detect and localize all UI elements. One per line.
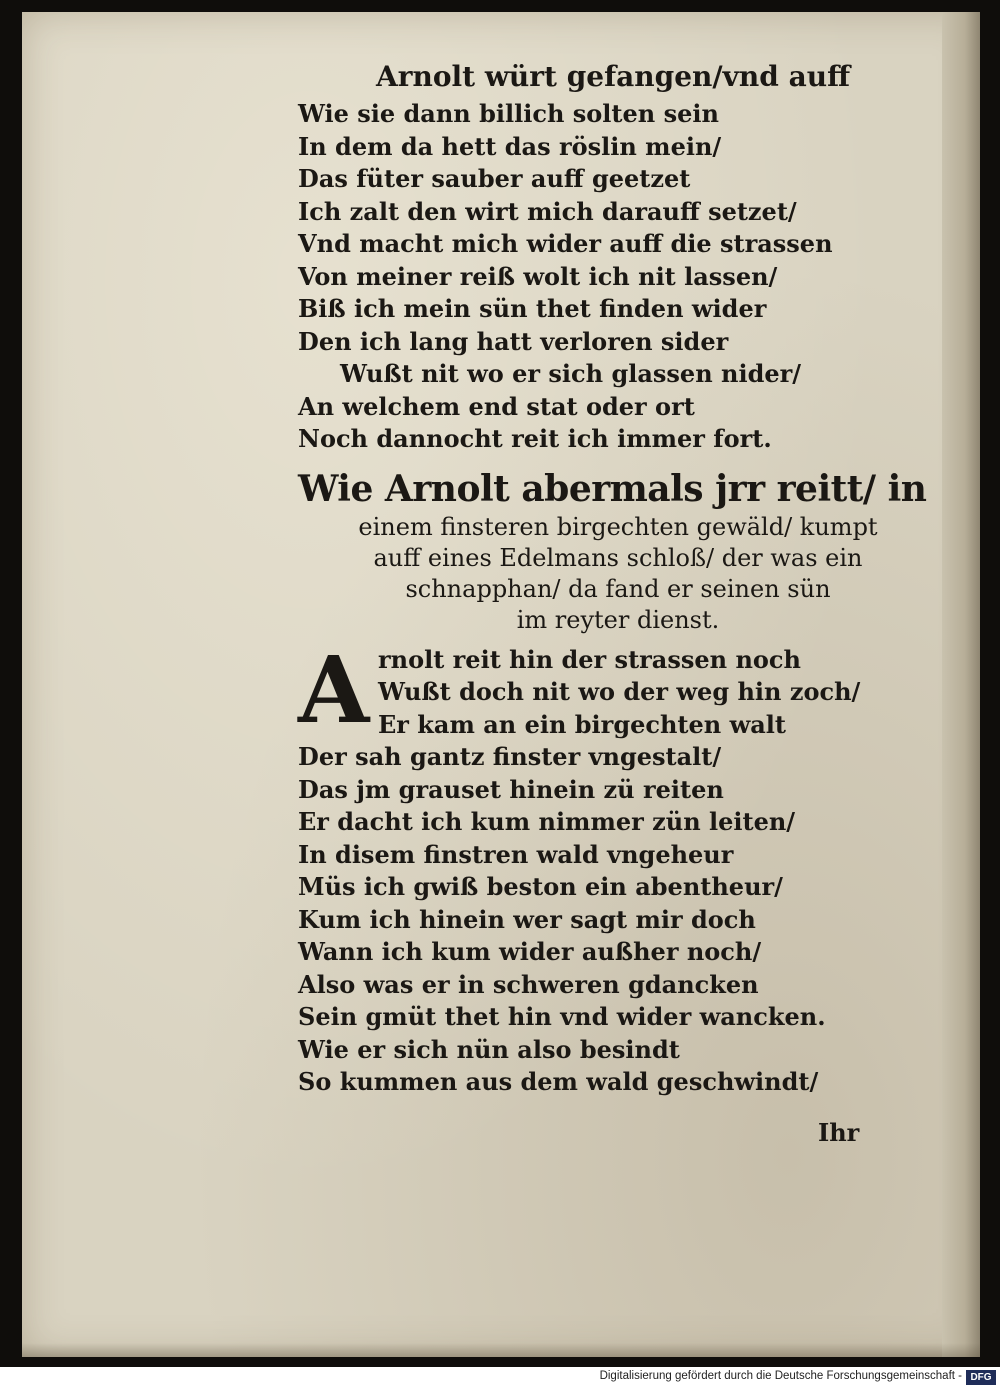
verse-line: In disem finstren wald vngeheur bbox=[298, 839, 734, 869]
page-shadow bbox=[22, 1343, 980, 1357]
verse-line: Das füter sauber auff geetzet bbox=[298, 164, 691, 193]
verse-line: Noch dannocht reit ich immer fort. bbox=[298, 424, 772, 453]
running-head: Arnolt würt gefangen/vnd auff bbox=[376, 60, 851, 93]
verse-line: Von meiner reiß wolt ich nit lassen/ bbox=[298, 261, 778, 291]
verse-line: Ich zalt den wirt mich darauff setzet/ bbox=[298, 196, 797, 226]
decorated-initial: A bbox=[298, 635, 370, 744]
chapter-heading-line: einem finsteren birgechten gewäld/ kumpt bbox=[358, 512, 878, 541]
verse-line: Wußt nit wo er sich glassen nider/ bbox=[340, 359, 802, 388]
credit-footer bbox=[0, 1367, 1000, 1389]
verse-line: Wie sie dann billich solten sein bbox=[298, 99, 719, 128]
verse-line: Müs ich gwiß beston ein abentheur/ bbox=[298, 872, 783, 901]
verse-line: Sein gmüt thet hin vnd wider wancken. bbox=[298, 1002, 826, 1031]
verse-line: Vnd macht mich wider auff die strassen bbox=[298, 229, 833, 258]
verse-line: Er dacht ich kum nimmer zün leiten/ bbox=[298, 807, 796, 836]
verse-line: An welchem end stat oder ort bbox=[298, 391, 695, 421]
chapter-heading-line: schnapphan/ da fand er seinen sün bbox=[405, 574, 831, 603]
verse-line: Biß ich mein sün thet finden wider bbox=[298, 294, 767, 323]
dfg-logo: DFG bbox=[966, 1370, 996, 1385]
verse-line: Das jm grauset hinein zü reiten bbox=[298, 774, 724, 804]
catchword: Ihr bbox=[818, 1118, 860, 1147]
chapter-heading-line: auff eines Edelmans schloß/ der was ein bbox=[373, 543, 863, 572]
verse-line: Also was er in schweren gdancken bbox=[298, 969, 759, 999]
verse-line: Den ich lang hatt verloren sider bbox=[298, 326, 729, 356]
verses-top bbox=[298, 98, 938, 456]
verse-line: Wußt doch nit wo der weg hin zoch/ bbox=[378, 677, 861, 706]
verses-bottom bbox=[298, 741, 938, 1099]
page-text bbox=[298, 60, 938, 1099]
chapter-heading: Wie Arnolt abermals jrr reitt/ in bbox=[298, 467, 927, 510]
funding-credit: Digitalisierung gefördert durch die Deutsche Forschungsgemeinschaft - bbox=[599, 1370, 962, 1382]
verse-line: In dem da hett das röslin mein/ bbox=[298, 131, 722, 161]
verse-line: Wann ich kum wider außher noch/ bbox=[298, 937, 762, 966]
verse-line: Er kam an ein birgechten walt bbox=[378, 709, 786, 739]
verse-line: Kum ich hinein wer sagt mir doch bbox=[298, 904, 756, 934]
verse-line: Der sah gantz finster vngestalt/ bbox=[298, 742, 722, 771]
verse-line: Wie er sich nün also besindt bbox=[298, 1034, 680, 1064]
chapter-heading-line: im reyter dienst. bbox=[516, 605, 720, 634]
verse-line: rnolt reit hin der strassen noch bbox=[378, 644, 801, 674]
verse-line: So kummen aus dem wald geschwindt/ bbox=[298, 1067, 819, 1096]
initial-block bbox=[298, 635, 938, 744]
